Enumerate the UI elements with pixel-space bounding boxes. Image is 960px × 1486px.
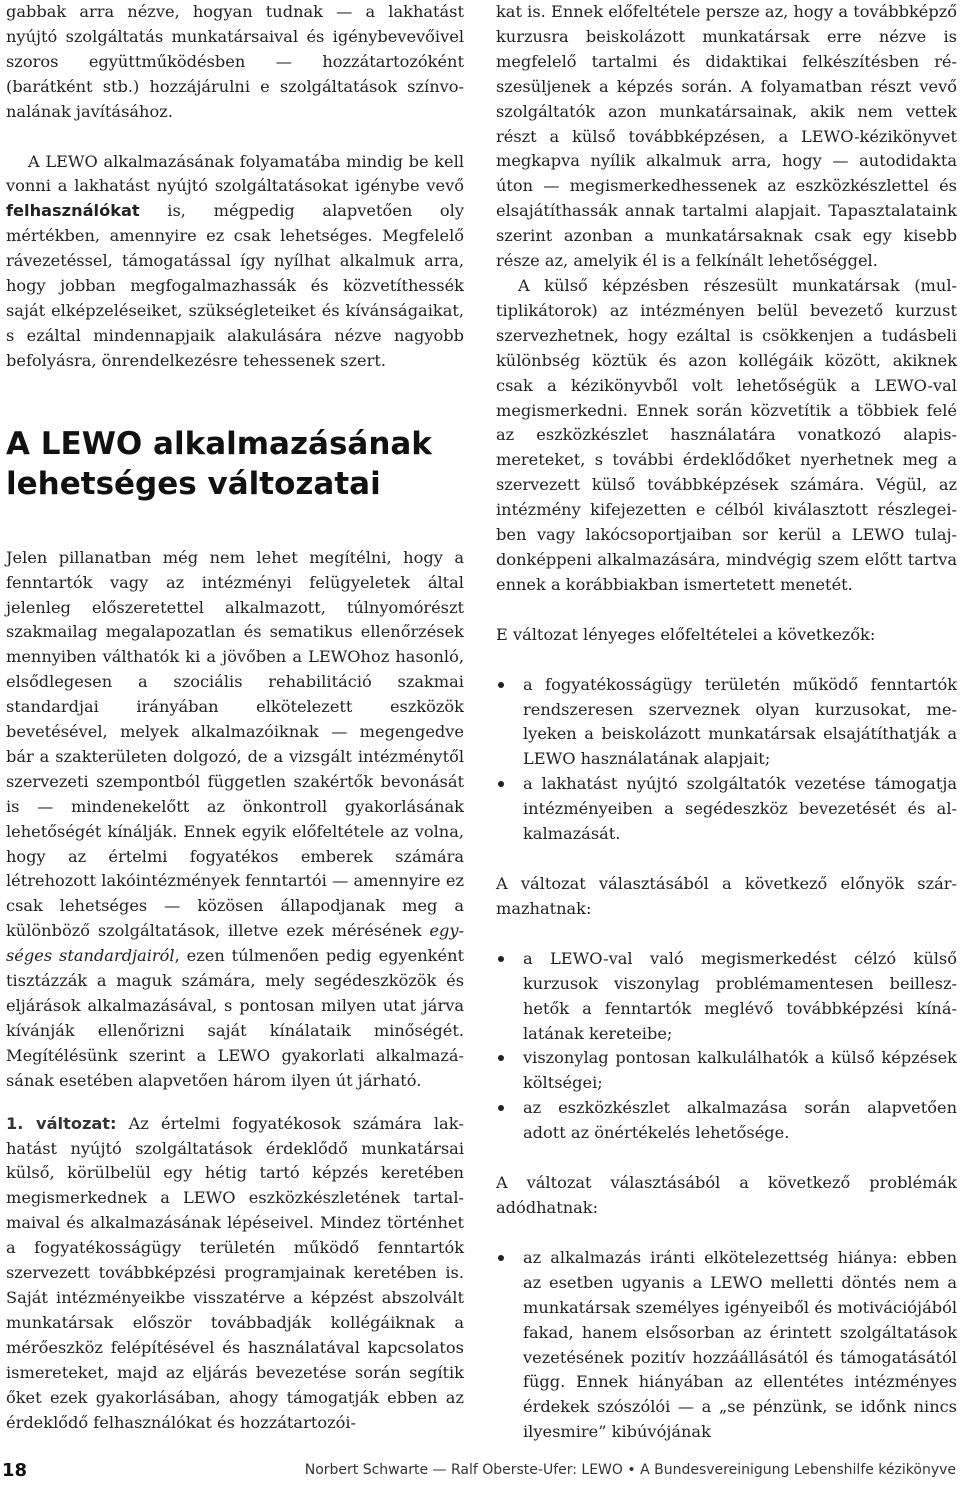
page-number: 18: [2, 1460, 28, 1481]
paragraph-continuation: gabbak arra nézve, hogyan tudnak — a lakhatást nyújtó szolgáltatás munkatársaival és igénybevevőivel szoros együttműködésben — hozzátartozóként (barátként stb.) hozzájárulni e szolgáltatások színvonalának javításához.: [6, 2, 464, 121]
prerequisites-list: [496, 673, 957, 847]
left-column: [6, 0, 464, 1435]
paragraph-users: [6, 150, 464, 374]
problems-intro: A változat választásából a következő problémák adódhatnak:: [496, 1173, 957, 1217]
paragraph-users-text-b: is, mégpedig alapvetően oly mértékben, amennyire ez csak lehetséges. Megfelelő rávezetéssel, támogatással így nyílhat alkalmuk arra, hogy jobban megfogalmazhassák és közvetíthessék saját elképzeléseiket, szükségleteiket és kívánságaikat, s ezáltal mindennapjaik alakulására nézve nagyobb befolyásra, önrendelkezésre tehessenek szert.: [6, 201, 464, 370]
paragraph-training: kat is. Ennek előfeltétele persze az, hogy a továbbképző kurzusra beiskolázott munkatársak erre nézve is megfelelő tartalmi és didaktikai felkészítésben részesüljenek a képzés során. A folyamatban részt vevő szolgáltatók azon munkatársainak, akik nem vettek részt a külső továbbképzésen, a LEWO-kézikönyvet megkapva nyílik alkalmuk arra, hogy — autodidakta úton — megismerkedhessenek az eszközkészlettel és elsajátíthassák annak tartalmi alapjait. Tapasztalataink szerint azonban a munkatársaknak csak egy kisebb része az, amelyik él is a felkínált lehetőséggel.: [496, 2, 957, 271]
users-emphasis: felhasználókat: [6, 201, 140, 221]
variant-1-label: 1. változat:: [6, 1113, 117, 1133]
running-footer: Norbert Schwarte — Ralf Oberste-Ufer: LEWO • A Bundesvereinigung Lebenshilfe kézikönyve: [304, 1462, 956, 1478]
list-item: az eszközkészlet alkalmazása során alapvetően adott az önértékelés lehetősége.: [496, 1096, 957, 1146]
paragraph-intro: [6, 546, 464, 1094]
advantages-intro: A változat választásából a következő előnyök származhatnak:: [496, 874, 957, 918]
list-item: a fogyatékosságügy területén működő fenntartók rendszeresen szerveznek olyan kurzusokat, melyeken a beiskolázott munkatársak elsajátíthatják a LEWO használatának alapjait;: [496, 673, 957, 773]
prerequisites-intro: E változat lényeges előfeltételei a következők:: [496, 624, 876, 644]
variant-1-text: Az értelmi fogyatékosok számára lakhatást nyújtó szolgáltatások érdeklődő munkatársai külső, körülbelül egy hétig tartó képzés keretében megismerkednek a LEWO eszközkészletének tartalmaival és alkalmazásának lépéseivel. Mindez történhet a fogyatékosságügy területén működő fenntartók szervezett továbbképzési programjainak keretében is. Saját intézményeikbe visszatérve a képzést abszolvált munkatársak először továbbadják kollégáiknak a mérőeszköz felépítésével és használatával kapcsolatos ismereteket, majd az eljárás bevezetése során segítik őket ezek gyakorlásában, ahogy támogatják ebben az érdeklődő felhasználókat és hozzátartozói-: [6, 1113, 464, 1432]
section-heading: A LEWO alkalmazásának lehetséges változatai: [6, 425, 432, 502]
list-item: az alkalmazás iránti elkötelezettség hiánya: ebben az esetben ugyanis a LEWO melletti döntés nem a munkatársak személyes igényeiből és motivációjából fakad, hanem elsősorban az érintett szolgáltatások vezetésének pozitív hozzáállásától és támogatásától függ. Ennek hiányában az ellentétes intézményes érdekek szószólói — a „se pénzünk, se időnk nincs ilyesmire” kibúvójának: [496, 1246, 957, 1445]
list-item: viszonylag pontosan kalkulálhatók a külső képzések költségei;: [496, 1046, 957, 1096]
variant-1-paragraph: [6, 1112, 464, 1436]
page-footer: [0, 1460, 960, 1486]
paragraph-multipliers: A külső képzésben részesült munkatársak (multiplikátorok) az intézményen belül bevezető kurzust szervezhetnek, hogy ezáltal is csökkenjen a tudásbeli különbség köztük és azon kollégáik között, akiknek csak a kézikönyvből volt lehetőségük a LEWO-val megismerkedni. Ennek során közvetítik a többiek felé az eszközkészlet használatára vonatkozó alapismereteket, s további érdeklődőket nyerhetnek meg a szervezett külső továbbképzések számára. Végül, az intézmény kifejezetten e célból kiválasztott részlegeiben vagy lakócsoportjaiban sor kerül a LEWO tulajdonképpeni alkalmazására, mindvégig szem előtt tartva ennek a korábbiakban ismertetett menetét.: [496, 275, 957, 594]
paragraph-intro-text-a: Jelen pillanatban még nem lehet megítélni, hogy a fenntartók vagy az intézményi felügyeletek által jelenleg előszeretettel alkalmazott, túlnyomórészt szakmailag megalapozatlan és sematikus ellenőrzések mennyiben válthatók ki a jövőben a LEWOhoz hasonló, elsődlegesen a szociális rehabilitáció szakmai standardjai irányában elkötelezett eszközök bevetésével, melyek alkalmazóiknak — megengedve bár a szakterületen dolgozó, de a vizsgált intézménytől szervezeti szempontból független szakértők bevonását is — mindenekelőtt az önkontroll gyakorlásának lehetőségét kínálják. Ennek egyik előfeltétele az volna, hogy az értelmi fogyatékos emberek számára létrehozott lakóintézmények fenntartói — amennyire ez csak lehetséges — közösen állapodjanak meg a különböző szolgáltatások, illetve ezek mérésének: [6, 547, 464, 941]
list-item: a LEWO-val való megismerkedést célzó külső kurzusok viszonylag problémamentesen beilleszhetők a fenntartók meglévő továbbképzési kínálatának kereteibe;: [496, 947, 957, 1047]
problems-list: [496, 1246, 957, 1445]
right-column: [496, 0, 957, 1445]
paragraph-intro-text-b: , ezen túlmenően pedig egyenként tisztázzák a maguk számára, mely segédeszközök és eljárások alkalmazásával, s pontosan milyen utat járva kívánják ellenőrizni saját kínálataik minőségét. Megítélésünk szerint a LEWO gyakorlati alkalmazásának esetében alapvetően három ilyen út járható.: [6, 946, 464, 1090]
paragraph-users-text-a: A LEWO alkalmazásának folyamatába mindig be kell vonni a lakhatást nyújtó szolgáltatásokat igénybe vevő: [6, 151, 464, 196]
paragraph-intro-italic: egységes standardjairól: [6, 921, 464, 966]
advantages-list: [496, 947, 957, 1146]
list-item: a lakhatást nyújtó szolgáltatók vezetése támogatja intézményeiben a segédeszköz bevezetését és alkalmazását.: [496, 772, 957, 847]
